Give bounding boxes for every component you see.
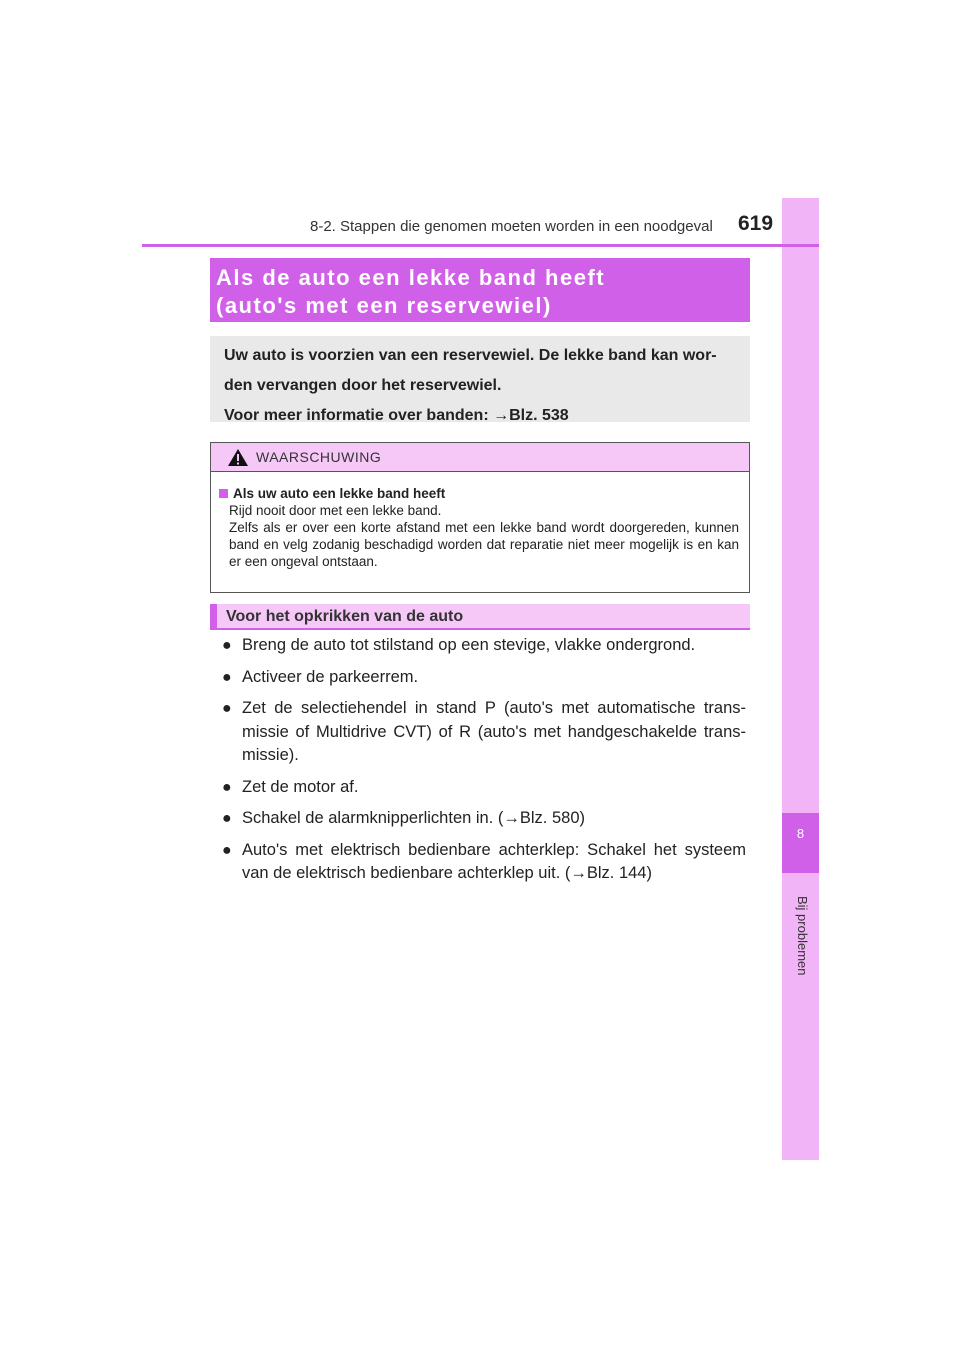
page-title [210,258,750,322]
bullet-dot-icon: ● [222,778,232,796]
intro-box [210,336,750,422]
page-number: 619 [738,212,774,235]
page-title-line1: Als de auto een lekke band heeft [216,265,606,290]
warning-paragraph-2: Zelfs als er over een korte afstand met een lekke band wordt doorgereden, kunnen band en velg zodanig beschadigd worden dat reparatie niet meer mogelijk is en kan er een ongeval ontstaan. [229,520,739,569]
list-item-text: Schakel de alarmknipperlichten in. (→Blz. 580) [242,809,585,827]
warning-title: WAARSCHUWING [256,449,382,465]
bullet-dot-icon: ● [222,700,232,717]
list-item [222,697,746,768]
intro-line3: Voor meer informatie over banden: →Blz. 538 [224,407,569,424]
intro-line2: den vervangen door het reservewiel. [224,377,502,394]
list-item [222,807,746,831]
warning-triangle-icon [227,448,249,472]
running-header: 8-2. Stappen die genomen moeten worden in een noodgeval [310,218,713,235]
warning-box [210,442,750,593]
chapter-side-tab [782,198,819,1160]
list-item [222,839,746,886]
warning-subheading-text: Als uw auto een lekke band heeft [233,486,446,501]
list-item-text: Breng de auto tot stilstand op een stevige, vlakke ondergrond. [242,636,696,654]
list-item [222,776,746,800]
list-item [222,666,746,690]
intro-line1: Uw auto is voorzien van een reservewiel. De lekke band kan wor- [224,347,717,364]
list-item [222,634,746,658]
bullet-dot-icon: ● [222,810,232,827]
square-bullet-icon [219,489,228,498]
section-heading-bar [210,604,217,628]
bullet-dot-icon: ● [222,637,232,654]
list-item-text: Zet de selectiehendel in stand P (auto's met automatische trans-missie of Multidrive CVT) of R (auto's met handgeschakelde trans-missie). [242,699,746,764]
instruction-list [222,634,746,894]
chapter-side-tab-active[interactable] [782,813,819,873]
section-heading-title: Voor het opkrikken van de auto [226,608,464,625]
section-heading [210,604,750,630]
list-item-text: Auto's met elektrisch bedienbare achterklep: Schakel het systeem van de elektrisch bedienbare achterklep uit. (→Blz. 144) [242,840,746,882]
warning-subheading [219,485,739,502]
list-item-text: Activeer de parkeerrem. [242,667,419,686]
header-rule [142,244,819,247]
warning-paragraph-1: Rijd nooit door met een lekke band. [229,503,442,518]
page-title-line2: (auto's met een reservewiel) [216,293,552,318]
warning-body [211,472,749,570]
bullet-dot-icon: ● [222,668,232,686]
warning-header [211,443,749,472]
bullet-dot-icon: ● [222,841,232,859]
list-item-text: Zet de motor af. [242,777,359,796]
chapter-label: Bij problemen [795,896,810,976]
chapter-number: 8 [796,826,805,841]
